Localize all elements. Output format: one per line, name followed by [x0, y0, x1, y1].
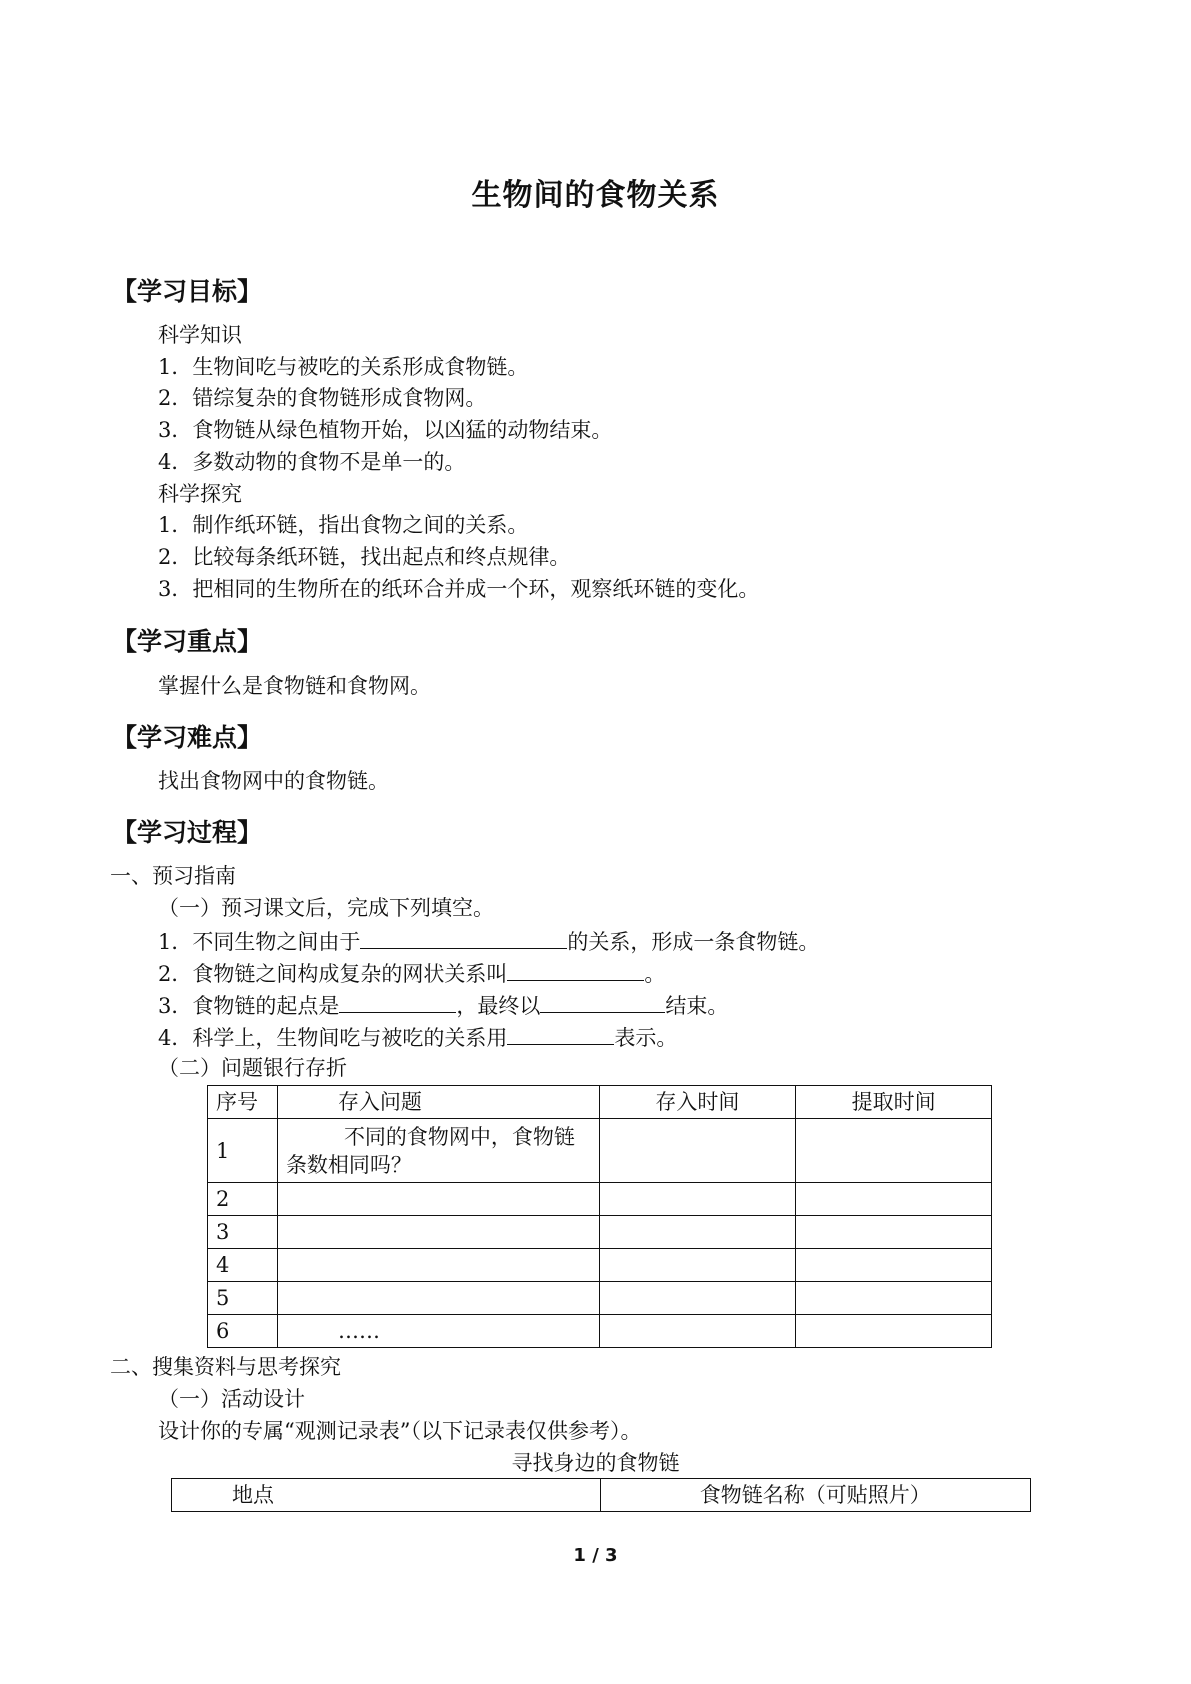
fill-question-4-prefix: 4．科学上，生物间吃与被吃的关系用 [158, 1026, 508, 1050]
goals-heading: 【学习目标】 [112, 277, 263, 306]
focus-heading: 【学习重点】 [112, 627, 263, 656]
fill-question-4 [158, 1022, 677, 1052]
fill-question-2 [158, 958, 665, 988]
fill-question-2-suffix: 。 [644, 962, 666, 986]
record-header-row [172, 1479, 1031, 1512]
row-withdraw-time[interactable] [796, 1183, 992, 1216]
knowledge-label: 科学知识 [158, 323, 242, 347]
row-index: 2 [208, 1183, 278, 1216]
fill-question-3-prefix: 3．食物链的起点是 [158, 994, 340, 1018]
fill-question-2-prefix: 2．食物链之间构成复杂的网状关系叫 [158, 962, 508, 986]
row-withdraw-time[interactable] [796, 1216, 992, 1249]
part1-sub1: （一）预习课文后，完成下列填空。 [158, 896, 494, 920]
fill-question-3-middle: ，最终以 [456, 994, 541, 1018]
inquiry-label: 科学探究 [158, 482, 242, 506]
row-deposit-time[interactable] [599, 1315, 796, 1348]
header-withdraw-time: 提取时间 [796, 1086, 992, 1119]
row-index: 3 [208, 1216, 278, 1249]
record-table-caption: 寻找身边的食物链 [511, 1451, 680, 1475]
part2-instruction: 设计你的专属“观测记录表”（以下记录表仅供参考）。 [158, 1419, 642, 1443]
fill-question-1-prefix: 1．不同生物之间由于 [158, 930, 361, 954]
knowledge-item-3: 3．食物链从绿色植物开始，以凶猛的动物结束。 [158, 418, 613, 442]
table-row [208, 1119, 992, 1183]
row-question[interactable] [277, 1282, 599, 1315]
part2-title: 二、搜集资料与思考探究 [110, 1355, 341, 1379]
difficulty-heading: 【学习难点】 [112, 723, 263, 752]
knowledge-item-1: 1．生物间吃与被吃的关系形成食物链。 [158, 355, 529, 379]
inquiry-item-3: 3．把相同的生物所在的纸环合并成一个环，观察纸环链的变化。 [158, 577, 760, 601]
row-deposit-time[interactable] [599, 1183, 796, 1216]
row-index: 1 [208, 1119, 278, 1183]
inquiry-item-2: 2．比较每条纸环链，找出起点和终点规律。 [158, 545, 571, 569]
row-question[interactable] [277, 1183, 599, 1216]
part1-sub2: （二）问题银行存折 [158, 1056, 347, 1080]
row-withdraw-time[interactable] [796, 1282, 992, 1315]
fill-question-4-suffix: 表示。 [614, 1026, 678, 1050]
fill-blank-3b[interactable] [540, 990, 665, 1013]
part1-title: 一、预习指南 [110, 864, 236, 888]
fill-blank-2[interactable] [507, 958, 644, 981]
header-location: 地点 [172, 1479, 601, 1512]
row-question[interactable] [277, 1249, 599, 1282]
knowledge-item-2: 2．错综复杂的食物链形成食物网。 [158, 386, 487, 410]
row-question[interactable]: …… [277, 1315, 599, 1348]
row-deposit-time[interactable] [599, 1249, 796, 1282]
fill-blank-3a[interactable] [339, 990, 456, 1013]
fill-blank-4[interactable] [507, 1022, 614, 1045]
focus-text: 掌握什么是食物链和食物网。 [158, 674, 431, 698]
fill-question-3 [158, 990, 728, 1020]
row-index: 6 [208, 1315, 278, 1348]
header-index: 序号 [208, 1086, 278, 1119]
row-withdraw-time[interactable] [796, 1119, 992, 1183]
row-deposit-time[interactable] [599, 1119, 796, 1183]
header-food-chain-name: 食物链名称（可贴照片） [600, 1479, 1030, 1512]
row-question[interactable] [277, 1216, 599, 1249]
table-row [208, 1216, 992, 1249]
table-header-row [208, 1086, 992, 1119]
inquiry-item-1: 1．制作纸环链，指出食物之间的关系。 [158, 513, 529, 537]
table-row [208, 1282, 992, 1315]
row-index: 5 [208, 1282, 278, 1315]
fill-question-1-suffix: 的关系，形成一条食物链。 [567, 930, 820, 954]
table-row [208, 1315, 992, 1348]
page-title: 生物间的食物关系 [471, 178, 720, 213]
header-deposit-time: 存入时间 [599, 1086, 796, 1119]
header-question: 存入问题 [277, 1086, 599, 1119]
row-index: 4 [208, 1249, 278, 1282]
row-withdraw-time[interactable] [796, 1315, 992, 1348]
knowledge-item-4: 4．多数动物的食物不是单一的。 [158, 450, 466, 474]
fill-blank-1[interactable] [360, 926, 567, 949]
page-number: 1 / 3 [573, 1545, 618, 1566]
fill-question-3-suffix: 结束。 [665, 994, 729, 1018]
row-question[interactable]: 不同的食物网中，食物链条数相同吗？ [277, 1119, 599, 1183]
row-withdraw-time[interactable] [796, 1249, 992, 1282]
difficulty-text: 找出食物网中的食物链。 [158, 769, 389, 793]
fill-question-1 [158, 926, 819, 956]
process-heading: 【学习过程】 [112, 818, 263, 847]
row-deposit-time[interactable] [599, 1216, 796, 1249]
table-row [208, 1249, 992, 1282]
part2-sub1: （一）活动设计 [158, 1387, 305, 1411]
record-table [171, 1478, 1031, 1512]
question-bank-table [207, 1085, 992, 1348]
table-row [208, 1183, 992, 1216]
row-deposit-time[interactable] [599, 1282, 796, 1315]
